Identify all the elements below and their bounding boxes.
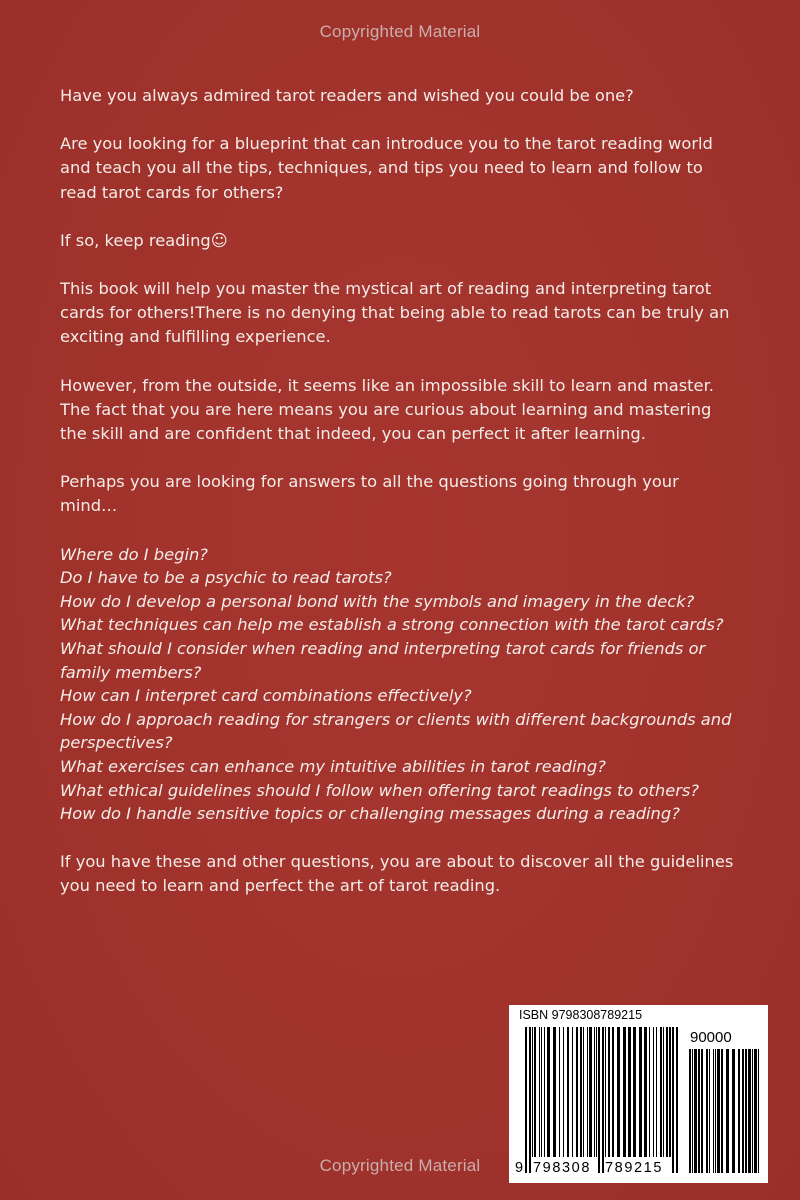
barcode-bar xyxy=(541,1027,542,1157)
watermark-bottom: Copyrighted Material xyxy=(319,1156,481,1175)
barcode-bar xyxy=(567,1027,569,1157)
barcode-bar xyxy=(580,1027,582,1157)
barcode-bar xyxy=(689,1049,691,1173)
barcode-bar xyxy=(709,1049,710,1173)
barcode-bar xyxy=(587,1027,588,1157)
barcode-bar xyxy=(694,1049,697,1173)
intro-paragraph: Perhaps you are looking for answers to all the questions going through your mind… xyxy=(60,472,679,516)
barcode-bar xyxy=(608,1027,610,1157)
barcode-bar xyxy=(738,1049,740,1173)
barcode-bar xyxy=(698,1049,700,1173)
intro-paragraph: Are you looking for a blueprint that can introduce you to the tarot reading world and teach you all the tips, techniques, and tips you need to learn and follow to read tarot cards for others? xyxy=(60,134,713,202)
isbn-label: ISBN 9798308789215 xyxy=(519,1008,643,1022)
barcode-digits-left: 798308 xyxy=(533,1160,591,1176)
barcode-bar xyxy=(532,1027,533,1157)
barcode-bar xyxy=(717,1049,720,1173)
barcode-bar xyxy=(628,1027,631,1157)
barcode-bar xyxy=(660,1027,662,1157)
barcode-bar xyxy=(692,1049,693,1173)
barcode-bar xyxy=(656,1027,657,1157)
barcode-bar xyxy=(589,1027,592,1157)
barcode-bar xyxy=(706,1049,708,1173)
barcode-bar xyxy=(617,1027,620,1157)
barcode-bar xyxy=(576,1027,578,1157)
barcode-guard-bar xyxy=(602,1027,604,1173)
barcode-bar xyxy=(663,1027,664,1157)
barcode-bar xyxy=(583,1027,584,1157)
barcode-bar xyxy=(758,1049,759,1173)
closing-paragraph: If you have these and other questions, you are about to discover all the guidelines you need to learn and perfect the art of tarot reading. xyxy=(60,851,734,895)
barcode-bar xyxy=(649,1027,650,1157)
question-item: What exercises can enhance my intuitive abilities in tarot reading? xyxy=(60,756,606,776)
barcode-bar xyxy=(752,1049,753,1173)
barcode-bar xyxy=(754,1049,757,1173)
barcode-bar xyxy=(539,1027,540,1157)
barcode-bar xyxy=(605,1027,606,1157)
barcode-bar xyxy=(559,1027,560,1157)
barcode-bar xyxy=(553,1027,556,1157)
barcode-bar xyxy=(596,1027,597,1157)
question-item: How do I develop a personal bond with the symbols and imagery in the deck? xyxy=(60,591,695,611)
barcode-bar xyxy=(572,1027,573,1157)
barcode-bar xyxy=(534,1027,536,1157)
barcode-guard-bar xyxy=(525,1027,527,1173)
question-list xyxy=(60,543,750,826)
barcode-bar xyxy=(644,1027,647,1157)
barcode-digit-first: 9 xyxy=(515,1160,524,1176)
question-item: What ethical guidelines should I follow when offering tarot readings to others? xyxy=(60,780,700,800)
intro-paragraph: However, from the outside, it seems like an impossible skill to learn and master. The fact that you are here means you are curious about learning and mastering the skill and are confident that indeed, you can perfect it after learning. xyxy=(60,375,714,444)
barcode-bar xyxy=(715,1049,716,1173)
blurb xyxy=(60,84,750,922)
barcode-bar xyxy=(713,1049,714,1173)
barcode-bar xyxy=(721,1049,723,1173)
barcode-bar xyxy=(745,1049,747,1173)
barcode-bar xyxy=(639,1027,642,1157)
barcode-bar xyxy=(726,1049,729,1173)
watermark-top: Copyrighted Material xyxy=(319,22,481,41)
question-item: How can I interpret card combinations effectively? xyxy=(60,686,472,706)
barcode-bar xyxy=(633,1027,636,1157)
price-code: 90000 xyxy=(690,1029,732,1046)
barcode-bar xyxy=(748,1049,751,1173)
barcode-guard-bar xyxy=(676,1027,678,1173)
question-item: How do I handle sensitive topics or challenging messages during a reading? xyxy=(60,804,680,824)
barcode-digits-right: 789215 xyxy=(605,1160,663,1176)
barcode-bar xyxy=(669,1027,671,1157)
question-item: What techniques can help me establish a strong connection with the tarot cards? xyxy=(60,615,724,635)
intro-paragraph: If so, keep reading☺ xyxy=(60,230,228,250)
question-item: Where do I begin? xyxy=(60,544,208,564)
barcode-bar xyxy=(623,1027,626,1157)
barcode-guard-bar xyxy=(672,1027,674,1173)
intro-paragraph: This book will help you master the mystical art of reading and interpreting tarot cards for others!There is no denying that being able to read tarots can be truly an exciting and fulfilling experience. xyxy=(60,279,730,347)
barcode-guard-bar xyxy=(529,1027,531,1173)
question-item: How do I approach reading for strangers or clients with different backgrounds and perspectives? xyxy=(60,709,732,753)
barcode-bar xyxy=(544,1027,545,1157)
barcode-bar xyxy=(563,1027,564,1157)
barcode-bar xyxy=(547,1027,550,1157)
question-item: What should I consider when reading and interpreting tarot cards for friends or family members? xyxy=(60,639,706,682)
barcode-bar xyxy=(594,1027,595,1157)
barcode-bar xyxy=(742,1049,744,1173)
barcode-bar xyxy=(666,1027,668,1157)
question-item: Do I have to be a psychic to read tarots? xyxy=(60,568,392,588)
barcode-bar xyxy=(653,1027,654,1157)
barcode-bar xyxy=(732,1049,735,1173)
intro-paragraph: Have you always admired tarot readers and wished you could be one? xyxy=(60,86,634,105)
barcode-guard-bar xyxy=(598,1027,600,1173)
barcode-bar xyxy=(612,1027,614,1157)
barcode-bar xyxy=(701,1049,703,1173)
